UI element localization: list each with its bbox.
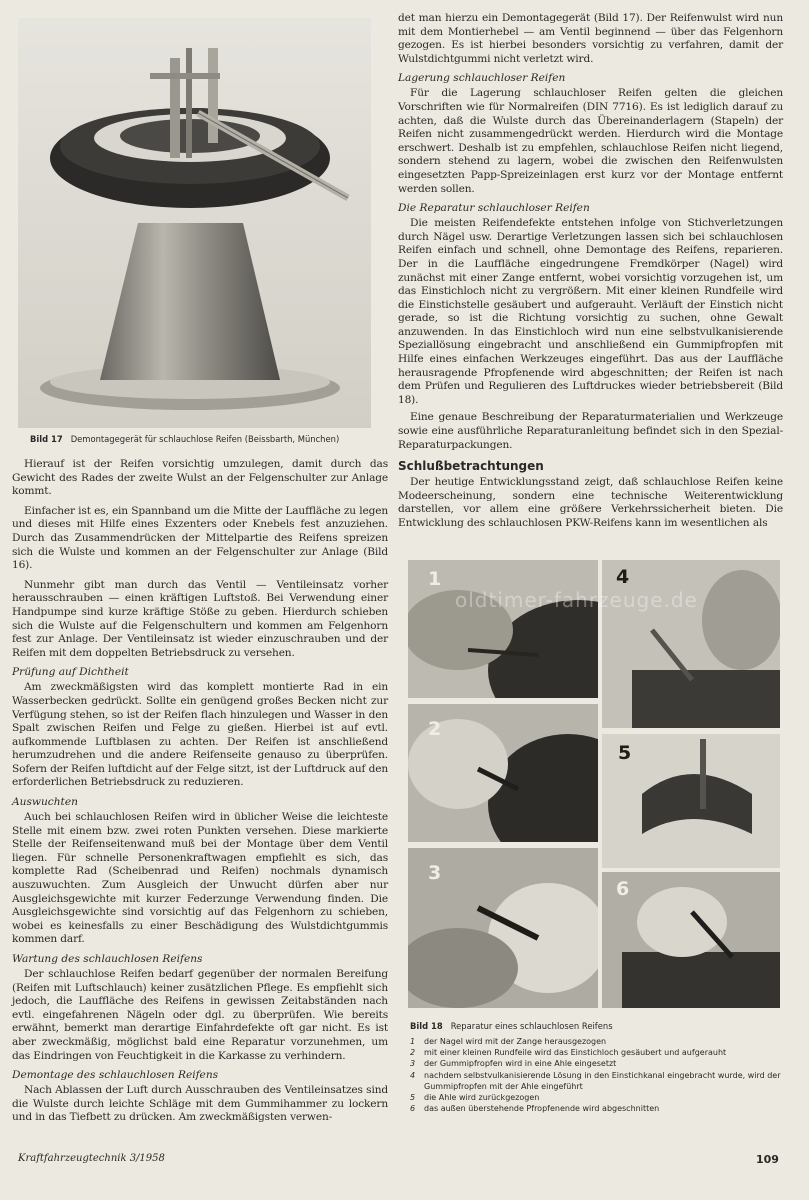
step-text: die Ahle wird zurückgezogen [424,1093,540,1103]
journal-footer: Kraftfahrzeugtechnik 3/1958 [18,1153,165,1164]
left-column [12,458,388,1125]
section-heading-auswuchten: Auswuchten [12,796,78,809]
figure-18-caption [410,1021,785,1032]
figure-18-label: Bild 18 [410,1021,443,1031]
step-number: 6 [410,1104,416,1114]
figure-18-steps [410,1036,785,1114]
section-heading-dichtheit: Prüfung auf Dichtheit [12,666,129,679]
panel-number-1: 1 [428,568,442,590]
panel-number-6: 6 [616,878,630,900]
step-number: 1 [410,1037,416,1046]
panel-number-4: 4 [616,566,630,588]
step-number: 4 [410,1070,416,1080]
figure-18-caption-block [410,1021,785,1114]
panel-number-5: 5 [618,742,632,764]
figure-18-panel-5 [602,734,780,868]
watermark-text: oldtimer-fahrzeuge.de [455,588,698,612]
figure-18-panel-4 [602,560,780,728]
figure-18-panel-6 [602,872,780,1008]
panel-number-3: 3 [428,862,442,884]
section-schluss-paragraph: Der heutige Entwicklungsstand zeigt, daß schlauchlose Reifen keine Modeerscheinung, sondern eine technische Weiterentwicklung darstellen, vor allem eine größere Verkehrssicherheit bieten. Die Entwicklung des schlauchlosen PKW-Reifens kann im wesentlichen als [398,476,783,529]
section-heading-wartung: Wartung des schlauchlosen Reifens [12,953,203,965]
section-heading-reparatur: Die Reparatur schlauchloser Reifen [398,202,590,215]
step-item [410,1047,785,1058]
figure-17-label: Bild 17 [30,434,63,444]
continuation-paragraph: det man hierzu ein Demontagegerät (Bild 17). Der Reifenwulst wird nun mit dem Montierhebel — am Ventil beginnend — über das Felgenhorn gezogen. Es ist hierbei besonders vorsichtig zu verfahren, damit der Wulstdichtgummi nicht verletzt wird. [398,12,783,65]
step-number: 5 [410,1093,416,1103]
step-item [410,1036,785,1047]
step-text: mit einer kleinen Rundfeile wird das Einstichloch gesäubert und aufgerauht [424,1048,727,1058]
tire-demount-tool-illustration [18,18,371,428]
step-item [410,1092,785,1103]
section-reparatur-paragraph-1: Die meisten Reifendefekte entstehen infolge von Stichverletzungen durch Nägel usw. Derartige Verletzungen lassen sich bei schlauchlosen Reifen einfach und schnell, ohne Demontage des Reifens, reparieren. Der in die Lauffläche eingedrungene Fremdkörper (Nagel) wird zunächst mit einer Zange entfernt, wobei vorsichtig vorzugehen ist, um das Einstichloch nicht zu vergrößern. Mit einer kleinen Rundfeile wird die Einstichstelle gesäubert und aufgerauht. Verläuft der Einstich nicht gerade, so ist die Richtung vorsichtig zu suchen, ohne Gewalt anzuwenden. In das Einstichloch wird nun eine selbstvulkanisierende Speziallösung eingebracht und anschließend ein Gummipfropfen mit Hilfe eines einfachen Werkzeuges eingeführt. Das aus der Lauffläche herausragende Pfropfenende wird abgeschnitten; der Reifen ist nach dem Prüfen und Regulieren des Luftdruckes wieder betriebsbereit (Bild 18). [398,217,783,406]
figure-18-panel-3 [408,848,598,1008]
panel-number-2: 2 [428,718,442,740]
right-column [398,12,783,531]
section-heading-demontage: Demontage des schlauchlosen Reifens [12,1069,219,1082]
step-text: nachdem selbstvulkanisierende Lösung in den Einstichkanal eingebracht wurde, wird der Gummipfropfen mit der Ahle eingeführt [424,1070,781,1091]
section-heading-lagerung: Lagerung schlauchloser Reifen [398,72,566,85]
step-item [410,1070,785,1092]
section-auswuchten-paragraph: Auch bei schlauchlosen Reifen wird in üblicher Weise die leichteste Stelle mit einem bzw. zwei roten Punkten versehen. Diese markierte Stelle der Reifenseitenwand muß bei der Montage über dem Ventil liegen. Für schnelle Personenkraftwagen empfiehlt es sich, das komplette Rad (Scheibenrad und Reifen) nochmals dynamisch auszuwuchten. Zum Ausgleich der Unwucht dürfen aber nur Ausgleichsgewichte mit kurzer Federzunge Verwendung finden. Die Ausgleichsgewichte sind vorsichtig auf das Felgenhorn zu schieben, wobei es keinesfalls zu einer Beschädigung des Wulstdichtgummis kommen darf. [12,811,388,946]
step-text: der Nagel wird mit der Zange herausgezogen [424,1037,607,1046]
intro-paragraph-2: Einfacher ist es, ein Spannband um die Mitte der Lauffläche zu legen und dieses mit Hilfe eines Exzenters oder Knebels fest anzuziehen. Durch das Zusammendrücken der Mittelpartie des Reifens spreizen sich die Wulste und kommen an der Felgenschulter zur Anlage (Bild 16). [12,504,388,572]
step-item [410,1103,785,1114]
step-item [410,1058,785,1069]
intro-paragraph-3: Nunmehr gibt man durch das Ventil — Ventileinsatz vorher herausschrauben — einen kräftigen Luftstoß. Bei Verwendung einer Handpumpe sind kurze kräftige Stöße zu geben. Hierdurch schieben sich die Wulste auf die Felgenschultern und kommen am Felgenhorn fest zur Anlage. Der Ventileinsatz ist wieder einzuschrauben und der Reifen mit dem doppelten Betriebsdruck zu versehen. [12,578,388,659]
figure-17-photo [18,18,371,428]
step-text: das außen überstehende Pfropfenende wird abgeschnitten [424,1104,660,1114]
section-demontage-paragraph: Nach Ablassen der Luft durch Ausschrauben des Ventileinsatzes sind die Wulste durch leichte Schläge mit dem Gummihammer zu lockern und in das Tiefbett zu drücken. Am zweckmäßigsten verwen- [12,1084,388,1124]
section-heading-schluss: Schlußbetrachtungen [398,459,544,474]
figure-17-caption [30,434,380,445]
step-number: 2 [410,1048,416,1058]
section-reparatur-paragraph-2: Eine genaue Beschreibung der Reparaturmaterialien und Werkzeuge sowie eine ausführliche Reparaturanleitung befindet sich in den Spezial-Reparaturpackungen. [398,411,783,451]
figure-18-caption-text: Reparatur eines schlauchlosen Reifens [450,1021,613,1031]
section-dichtheit-paragraph: Am zweckmäßigsten wird das komplett montierte Rad in ein Wasserbecken gedrückt. Sollte ein genügend großes Becken nicht zur Verfügung stehen, so ist der Reifen flach hinzulegen und Wasser in den Spalt zwischen Reifen und Felge zu gießen. Hierbei ist auf evtl. aufkommende Luftblasen zu achten. Der Reifen ist anschließend herumzudrehen und die andere Reifenseite genauso zu überprüfen. Sofern der Reifen luftdicht auf der Felge sitzt, ist der Luftdruck auf den erforderlichen Betriebsdruck zu reduzieren. [12,681,388,789]
figure-18-panel-1 [408,560,598,698]
step-number: 3 [410,1059,416,1069]
intro-paragraph-1: Hierauf ist der Reifen vorsichtig umzulegen, damit durch das Gewicht des Rades der zweite Wulst an der Felgenschulter zur Anlage kommt. [12,458,388,498]
figure-18-panel-2 [408,704,598,842]
page-number: 109 [756,1153,779,1166]
section-wartung-paragraph: Der schlauchlose Reifen bedarf gegenüber der normalen Bereifung (Reifen mit Luftschlauch) keiner zusätzlichen Pflege. Es empfiehlt sich jedoch, die Lauffläche des Reifens in gewissen Zeitabständen nach evtl. eingefahrenen Nägeln oder dgl. zu überprüfen. Wie bereits erwähnt, bemerkt man derartige Einfahrdefekte oft gar nicht. Es ist aber zweckmäßig, möglichst bald eine Reparatur vorzunehmen, um das Eindringen von Feuchtigkeit in die Karkasse zu verhindern. [12,968,388,1062]
step-text: der Gummipfropfen wird in eine Ahle eingesetzt [424,1059,617,1069]
figure-17-caption-text: Demontagegerät für schlauchlose Reifen (Beissbarth, München) [70,434,340,444]
section-lagerung-paragraph: Für die Lagerung schlauchloser Reifen gelten die gleichen Vorschriften wie für Normalreifen (DIN 7716). Es ist lediglich darauf zu achten, daß die Wulste durch das Übereinanderlagern (Stapeln) der Reifen nicht zusammengedrückt werden. Hierdurch wird die Montage erschwert. Deshalb ist zu empfehlen, schlauchlose Reifen nicht liegend, sondern stehend zu lagern, wobei die zwischen den Reifenwulsten eingesetzten Papp-Spreizeinlagen erst kurz vor der Montage entfernt werden sollen. [398,87,783,195]
